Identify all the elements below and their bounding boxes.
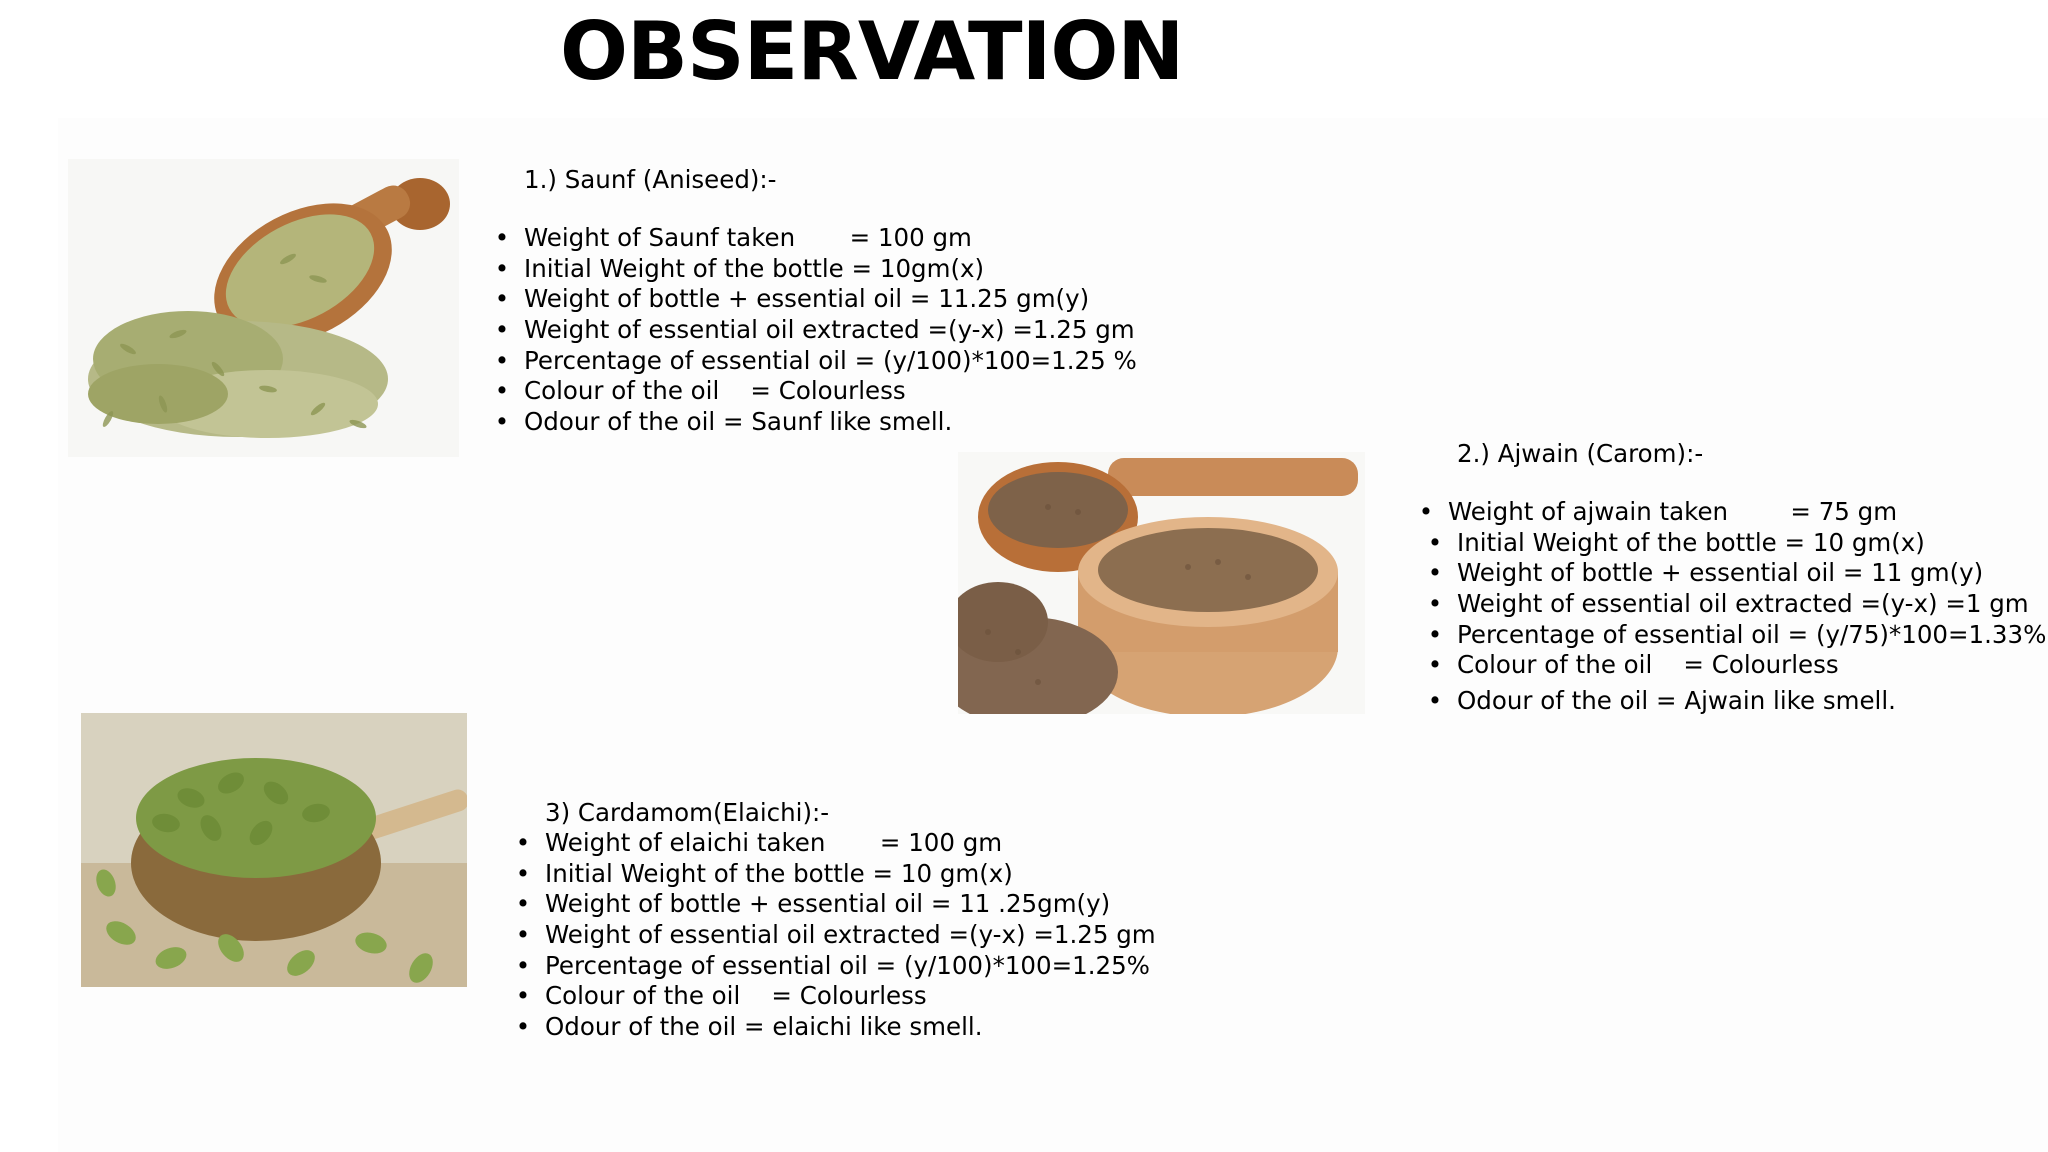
list-item: • Weight of bottle + essential oil = 11.25 gm(y) bbox=[494, 284, 1090, 314]
list-item: • Colour of the oil = Colourless bbox=[515, 981, 927, 1011]
list-item: • Odour of the oil = Ajwain like smell. bbox=[1427, 686, 1896, 716]
bullet-icon: • bbox=[1427, 619, 1443, 649]
cardamom-pods-bowl-photo bbox=[81, 713, 467, 987]
fennel-seeds-scoop-photo bbox=[68, 159, 459, 457]
bullet-icon: • bbox=[1427, 558, 1443, 588]
bullet-icon: • bbox=[1418, 497, 1434, 526]
ajwain-seeds-bowl-photo bbox=[958, 452, 1365, 714]
list-item: • Weight of essential oil extracted =(y-x) =1.25 gm bbox=[494, 315, 1135, 345]
list-item: • Colour of the oil = Colourless bbox=[1427, 650, 1839, 680]
bullet-icon: • bbox=[1427, 589, 1443, 619]
bullet-icon: • bbox=[494, 315, 510, 345]
list-item: • Weight of essential oil extracted =(y-x) =1.25 gm bbox=[515, 920, 1156, 950]
saunf-facts-list bbox=[494, 223, 1137, 438]
list-item: • Weight of essential oil extracted =(y-x) =1 gm bbox=[1427, 589, 2029, 619]
ajwain-facts-list bbox=[1418, 497, 2047, 717]
bullet-icon: • bbox=[515, 858, 531, 888]
list-item: • Initial Weight of the bottle = 10 gm(x) bbox=[515, 858, 1013, 888]
bullet-icon: • bbox=[494, 253, 510, 283]
bullet-icon: • bbox=[515, 889, 531, 919]
saunf-facts-block bbox=[494, 223, 1137, 438]
bullet-icon: • bbox=[494, 223, 510, 252]
list-item: • Percentage of essential oil = (y/75)*100=1.33% bbox=[1427, 619, 2047, 649]
bullet-icon: • bbox=[515, 920, 531, 950]
bullet-icon: • bbox=[515, 981, 531, 1011]
list-item: • Percentage of essential oil = (y/100)*100=1.25% bbox=[515, 950, 1150, 980]
slide-title: OBSERVATION bbox=[560, 5, 1184, 98]
list-item: • Initial Weight of the bottle = 10gm(x) bbox=[494, 253, 985, 283]
bullet-icon: • bbox=[515, 1012, 531, 1042]
bullet-icon: • bbox=[1427, 527, 1443, 557]
section-heading-ajwain: 2.) Ajwain (Carom):- bbox=[1457, 439, 1704, 468]
section-heading-saunf: 1.) Saunf (Aniseed):- bbox=[524, 165, 777, 194]
list-item: • Weight of bottle + essential oil = 11 gm(y) bbox=[1427, 558, 1984, 588]
list-item: • Weight of elaichi taken = 100 gm bbox=[515, 828, 1003, 857]
list-item: • Weight of bottle + essential oil = 11 .25gm(y) bbox=[515, 889, 1111, 919]
list-item: • Colour of the oil = Colourless bbox=[494, 376, 906, 406]
bullet-icon: • bbox=[1427, 650, 1443, 680]
list-item: • Initial Weight of the bottle = 10 gm(x) bbox=[1427, 527, 1925, 557]
bullet-icon: • bbox=[494, 345, 510, 375]
section-heading-cardamom: 3) Cardamom(Elaichi):- bbox=[545, 798, 830, 827]
list-item: • Weight of ajwain taken = 75 gm bbox=[1418, 497, 1898, 526]
bullet-icon: • bbox=[494, 284, 510, 314]
bullet-icon: • bbox=[515, 950, 531, 980]
cardamom-facts-block bbox=[515, 828, 1156, 1043]
bullet-icon: • bbox=[494, 407, 510, 437]
list-item: • Percentage of essential oil = (y/100)*100=1.25 % bbox=[494, 345, 1137, 375]
list-item: • Weight of Saunf taken = 100 gm bbox=[494, 223, 972, 252]
list-item: • Odour of the oil = Saunf like smell. bbox=[494, 407, 953, 437]
cardamom-facts-list bbox=[515, 828, 1156, 1043]
list-item: • Odour of the oil = elaichi like smell. bbox=[515, 1012, 983, 1042]
bullet-icon: • bbox=[515, 828, 531, 857]
bullet-icon: • bbox=[494, 376, 510, 406]
bullet-icon: • bbox=[1427, 686, 1443, 716]
ajwain-facts-block bbox=[1418, 497, 2047, 717]
